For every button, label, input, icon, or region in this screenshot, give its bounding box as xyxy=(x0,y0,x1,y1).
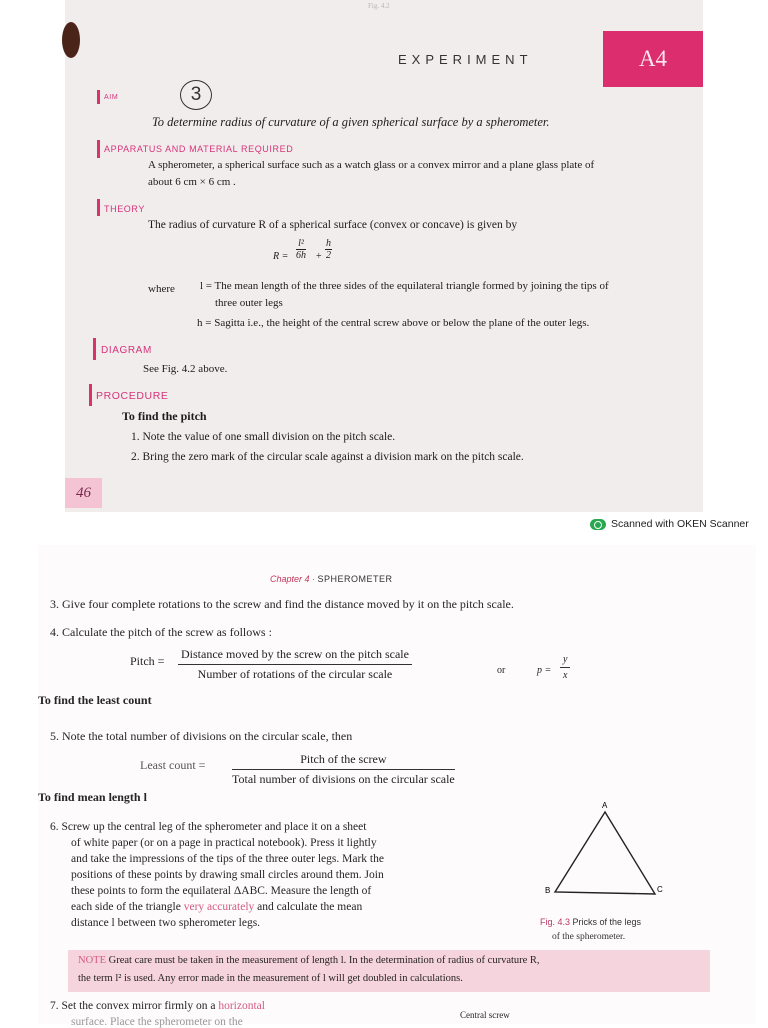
aim-text: To determine radius of curvature of a given spherical surface by a spherometer. xyxy=(152,115,550,129)
step-6-highlight: very accurately xyxy=(183,901,255,913)
formula-plus: + xyxy=(316,251,322,262)
step-6-line-5: these points to form the equilateral ΔABC. Measure the length of xyxy=(71,885,372,897)
scanner-logo-icon xyxy=(590,519,606,530)
figure-caption-line-1 xyxy=(540,917,641,927)
p-numerator: y xyxy=(560,654,570,668)
theory-heading: THEORY xyxy=(104,204,145,214)
procedure-step-2: 2. Bring the zero mark of the circular scale against a division mark on the pitch scale. xyxy=(131,451,524,463)
term-2-denominator: 2 xyxy=(326,250,331,261)
apparatus-heading: APPARATUS AND MATERIAL REQUIRED xyxy=(104,144,294,154)
page-number: 46 xyxy=(65,478,102,508)
diagram-heading: DIAGRAM xyxy=(101,345,152,356)
l-definition-1: l = The mean length of the three sides of the equilateral triangle formed by joining the tips of xyxy=(200,280,609,292)
header-mark: Fig. 4.2 xyxy=(368,2,390,10)
formula-term-2 xyxy=(325,238,332,261)
vertex-c-label: C xyxy=(657,885,663,894)
theory-intro: The radius of curvature R of a spherical surface (convex or concave) is given by xyxy=(148,219,518,231)
scanner-badge-text: Scanned with OKEN Scanner xyxy=(611,518,749,530)
least-count-numerator: Pitch of the screw xyxy=(232,752,455,770)
apparatus-marker xyxy=(97,140,100,158)
where-label: where xyxy=(148,283,175,295)
least-count-denominator: Total number of divisions on the circular scale xyxy=(232,772,455,786)
term-2-numerator: h xyxy=(326,238,331,249)
step-6-line-1: 6. Screw up the central leg of the spherometer and place it on a sheet xyxy=(50,821,367,833)
step-7-text: 7. Set the convex mirror firmly on a xyxy=(50,1000,216,1012)
diagram-marker xyxy=(93,338,96,360)
h-definition: h = Sagitta i.e., the height of the central screw above or below the plane of the outer legs. xyxy=(197,317,590,329)
or-text: or xyxy=(497,665,506,676)
procedure-marker xyxy=(89,384,92,406)
step-3: 3. Give four complete rotations to the screw and find the distance moved by it on the pitch scale. xyxy=(50,597,514,611)
step-6-line-6 xyxy=(71,901,362,913)
step-6-line-4: positions of these points by drawing small circles around them. Join xyxy=(71,869,384,881)
formula-lhs: R = xyxy=(273,251,289,262)
scanner-badge xyxy=(590,518,749,530)
p-denominator: x xyxy=(563,670,568,681)
p-lhs: p = xyxy=(537,665,552,676)
procedure-subheading: To find the pitch xyxy=(122,409,207,423)
note-text-1: Great care must be taken in the measurement of length l. In the determination of radius of curvature R, xyxy=(108,955,540,966)
procedure-heading: PROCEDURE xyxy=(96,390,169,402)
figure-caption-line-2: of the spherometer. xyxy=(552,932,626,942)
note-label: NOTE xyxy=(78,955,106,966)
step-6-line-6-pre: each side of the triangle xyxy=(71,901,181,913)
l-definition-2: three outer legs xyxy=(215,297,283,309)
least-count-heading: To find the least count xyxy=(38,693,152,707)
figure-caption-text: Pricks of the legs xyxy=(572,917,642,927)
theory-marker xyxy=(97,199,100,216)
formula-term-1 xyxy=(296,238,306,261)
mean-length-heading: To find mean length l xyxy=(38,790,147,804)
note-line-2: the term l² is used. Any error made in the measurement of l will get doubled in calculations. xyxy=(78,973,463,984)
chapter-header: Chapter 4 · SPHEROMETER xyxy=(270,574,393,584)
vertex-b-label: B xyxy=(545,886,551,895)
triangle-figure xyxy=(545,800,685,900)
diagram-text: See Fig. 4.2 above. xyxy=(143,363,228,375)
step-4: 4. Calculate the pitch of the screw as follows : xyxy=(50,625,272,639)
step-7 xyxy=(50,1000,265,1012)
experiment-label: EXPERIMENT xyxy=(398,52,533,67)
step-6-line-6-post: and calculate the mean xyxy=(257,901,363,913)
term-1-numerator: l² xyxy=(296,238,306,250)
figure-label: Fig. 4.3 xyxy=(540,917,571,927)
step-6-line-2: of white paper (or on a page in practical notebook). Press it lightly xyxy=(71,837,377,849)
step-6-line-7: distance l between two spherometer legs. xyxy=(71,917,261,929)
step-6-line-3: and take the impressions of the tips of the three outer legs. Mark the xyxy=(71,853,384,865)
least-count-lhs: Least count = xyxy=(140,758,206,772)
note-line-1 xyxy=(78,955,540,966)
pitch-denominator: Number of rotations of the circular scale xyxy=(197,667,393,681)
experiment-number: 3 xyxy=(180,80,212,110)
pitch-fraction xyxy=(178,647,412,682)
chapter-prefix: Chapter 4 xyxy=(270,574,310,584)
p-fraction xyxy=(560,654,570,681)
pitch-lhs: Pitch = xyxy=(130,654,165,668)
triangle-abc xyxy=(555,812,655,894)
aim-heading: AIM xyxy=(104,94,119,101)
aim-marker xyxy=(97,90,100,104)
chapter-title: SPHEROMETER xyxy=(317,574,393,584)
pitch-numerator: Distance moved by the screw on the pitch scale xyxy=(178,647,412,665)
apparatus-line-2: about 6 cm × 6 cm . xyxy=(148,176,236,188)
experiment-tab: A4 xyxy=(603,31,703,87)
step-5: 5. Note the total number of divisions on the circular scale, then xyxy=(50,729,353,743)
term-1-denominator: 6h xyxy=(296,250,306,261)
apparatus-line-1: A spherometer, a spherical surface such as a watch glass or a convex mirror and a plane glass plate of xyxy=(148,159,595,171)
least-count-fraction xyxy=(232,752,455,787)
procedure-step-1: 1. Note the value of one small division on the pitch scale. xyxy=(131,431,396,443)
vertex-a-label: A xyxy=(602,801,608,810)
step-7-highlight: horizontal xyxy=(218,1000,265,1012)
central-screw-label: Central screw xyxy=(460,1010,510,1020)
page-corner-shadow xyxy=(62,22,80,58)
step-7-continuation: surface. Place the spherometer on the xyxy=(71,1016,243,1028)
